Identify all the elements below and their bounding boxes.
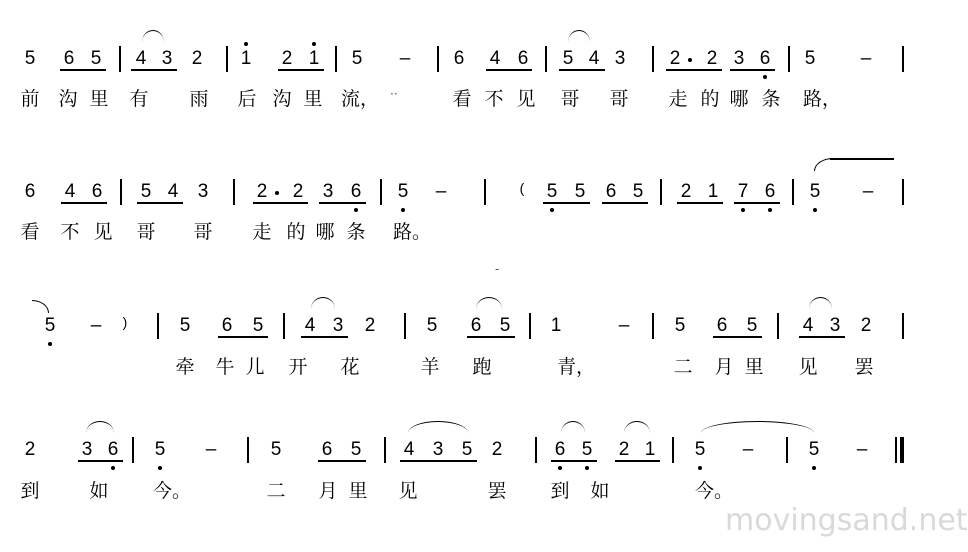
note: 7 <box>737 181 749 202</box>
underline <box>559 69 605 71</box>
underline <box>318 460 366 462</box>
bar-line <box>902 313 904 339</box>
underline <box>543 202 590 204</box>
note: 4 <box>489 48 501 69</box>
underline <box>551 460 597 462</box>
underline <box>278 69 324 71</box>
lyric: 路， <box>803 88 842 110</box>
note: 6 <box>350 181 362 202</box>
note: 2 <box>256 181 268 202</box>
low-dot <box>741 208 745 212</box>
slur <box>408 421 468 433</box>
bar-line <box>660 179 662 205</box>
bar-line <box>788 46 790 72</box>
dash: – <box>205 439 217 460</box>
note: 5 <box>461 439 473 460</box>
lyric: 儿 <box>245 356 265 378</box>
low-dot <box>550 208 554 212</box>
note: 5 <box>397 181 409 202</box>
underline <box>713 336 762 338</box>
lyric: 条 <box>346 221 366 243</box>
lyric: 有 <box>129 88 149 110</box>
lyric: 前 <box>20 88 40 110</box>
note: 6 <box>107 439 119 460</box>
note: 5 <box>44 315 56 336</box>
underline <box>615 460 660 462</box>
note: 6 <box>24 181 36 202</box>
lyric: 罢 <box>854 356 874 378</box>
underline <box>730 69 775 71</box>
slur <box>568 30 590 42</box>
low-dot <box>354 208 358 212</box>
note: 1 <box>707 181 719 202</box>
stray-mark: - <box>495 262 500 276</box>
note: 2 <box>191 48 203 69</box>
lyric: 到 <box>20 480 40 502</box>
tie-curve <box>814 158 833 171</box>
bar-line <box>902 46 904 72</box>
note: 3 <box>161 48 173 69</box>
note: 2 <box>680 181 692 202</box>
dash: – <box>435 181 447 202</box>
tie <box>701 421 814 433</box>
bar-line <box>226 46 228 72</box>
note: 6 <box>91 181 103 202</box>
high-dot <box>312 42 316 46</box>
underline <box>137 202 183 204</box>
lyric: 跑 <box>472 356 492 378</box>
note: 5 <box>562 48 574 69</box>
bar-line <box>119 46 121 72</box>
note: 1 <box>550 315 562 336</box>
note: 4 <box>403 439 415 460</box>
note: 2 <box>364 315 376 336</box>
lyric: 今。 <box>153 480 192 502</box>
lyric: 羊 <box>420 356 440 378</box>
note: 2 <box>281 48 293 69</box>
tie-curve <box>32 300 49 313</box>
underline <box>799 336 845 338</box>
note: 5 <box>426 315 438 336</box>
note: 5 <box>581 439 593 460</box>
note: 5 <box>499 315 511 336</box>
note: 6 <box>605 181 617 202</box>
note: 2 <box>292 181 304 202</box>
note: 3 <box>332 315 344 336</box>
note: 2 <box>24 439 36 460</box>
lyric: 走 <box>668 88 688 110</box>
slur <box>624 421 650 433</box>
low-dot <box>768 208 772 212</box>
lyric: 走 <box>252 221 272 243</box>
bar-line <box>233 179 235 205</box>
lyric: 里 <box>744 356 764 378</box>
bar-line <box>380 179 382 205</box>
underline <box>78 460 123 462</box>
bar-line <box>895 437 897 463</box>
lyric: 青， <box>557 356 596 378</box>
underline <box>131 69 177 71</box>
lyric: 二 <box>673 356 693 378</box>
note: 1 <box>644 439 656 460</box>
lyric: 路。 <box>393 221 432 243</box>
bar-line <box>157 313 159 339</box>
lyric: 见 <box>516 88 536 110</box>
stray-mark: ·· <box>390 87 398 101</box>
note: 4 <box>304 315 316 336</box>
note: 5 <box>350 439 362 460</box>
low-dot <box>812 466 816 470</box>
low-dot <box>698 466 702 470</box>
low-dot <box>48 342 52 346</box>
note: 6 <box>63 48 75 69</box>
note: 2 <box>860 315 872 336</box>
bar-line <box>652 313 654 339</box>
bar-line <box>335 46 337 72</box>
bar-line <box>902 179 904 205</box>
lyric: 哥 <box>193 221 213 243</box>
lyric: 不 <box>484 88 504 110</box>
bar-line <box>786 437 788 463</box>
note: 5 <box>270 439 282 460</box>
note: 6 <box>716 315 728 336</box>
tie-line <box>830 158 894 160</box>
underline <box>218 336 268 338</box>
lyric: 月 <box>714 356 734 378</box>
dash: – <box>742 439 754 460</box>
lyric: 里 <box>89 88 109 110</box>
note: 1 <box>308 48 320 69</box>
lyric: 的 <box>286 221 306 243</box>
note: 6 <box>764 181 776 202</box>
lyric: 哥 <box>136 221 156 243</box>
high-dot <box>244 42 248 46</box>
slur <box>86 421 114 433</box>
underline <box>602 202 648 204</box>
note: 5 <box>632 181 644 202</box>
note: 5 <box>808 439 820 460</box>
note: 3 <box>733 48 745 69</box>
bar-line <box>529 313 531 339</box>
bar-line <box>672 437 674 463</box>
lyric: 流， <box>341 88 380 110</box>
close-paren: ) <box>122 314 128 330</box>
lyric: 沟 <box>272 88 292 110</box>
open-paren: ( <box>519 180 525 196</box>
extend-dot <box>275 191 279 195</box>
note: 4 <box>135 48 147 69</box>
note: 2 <box>491 439 503 460</box>
lyric: 哪 <box>315 221 335 243</box>
underline <box>486 69 532 71</box>
note: 5 <box>154 439 166 460</box>
lyric: 花 <box>340 356 360 378</box>
lyric: 沟 <box>58 88 78 110</box>
note: 5 <box>809 181 821 202</box>
lyric: 见 <box>93 221 113 243</box>
dash: – <box>399 48 411 69</box>
bar-line <box>792 179 794 205</box>
underline <box>60 69 106 71</box>
note: 5 <box>746 315 758 336</box>
note: 4 <box>802 315 814 336</box>
slur <box>561 421 585 433</box>
note: 4 <box>588 48 600 69</box>
note: 4 <box>64 181 76 202</box>
lyric: 如 <box>89 480 109 502</box>
lyric: 里 <box>303 88 323 110</box>
lyric: 看 <box>452 88 472 110</box>
lyric: 牛 <box>215 356 235 378</box>
slur <box>311 297 335 309</box>
dash: – <box>90 315 102 336</box>
slur <box>476 297 502 309</box>
note: 5 <box>674 315 686 336</box>
lyric: 如 <box>590 480 610 502</box>
note: 1 <box>240 48 252 69</box>
note: 3 <box>197 181 209 202</box>
low-dot <box>763 75 767 79</box>
note: 2 <box>706 48 718 69</box>
low-dot <box>111 466 115 470</box>
final-bar-line <box>900 437 904 463</box>
lyric: 哪 <box>729 88 749 110</box>
note: 6 <box>470 315 482 336</box>
lyric: 的 <box>700 88 720 110</box>
bar-line <box>545 46 547 72</box>
lyric: 牵 <box>175 356 195 378</box>
note: 2 <box>618 439 630 460</box>
lyric: 罢 <box>487 480 507 502</box>
dash: – <box>860 48 872 69</box>
note: 5 <box>574 181 586 202</box>
underline <box>301 336 348 338</box>
lyric: 哥 <box>609 88 629 110</box>
note: 6 <box>517 48 529 69</box>
note: 5 <box>90 48 102 69</box>
bar-line <box>652 46 654 72</box>
underline <box>319 202 366 204</box>
dash: – <box>618 315 630 336</box>
lyric: 见 <box>798 356 818 378</box>
underline <box>467 336 515 338</box>
lyric: 不 <box>60 221 80 243</box>
note: 5 <box>24 48 36 69</box>
note: 6 <box>759 48 771 69</box>
low-dot <box>558 466 562 470</box>
extend-dot <box>688 58 692 62</box>
note: 5 <box>140 181 152 202</box>
bar-line <box>283 313 285 339</box>
note: 6 <box>554 439 566 460</box>
bar-line <box>777 313 779 339</box>
low-dot <box>158 466 162 470</box>
bar-line <box>120 179 122 205</box>
lyric: 雨 <box>189 88 209 110</box>
note: 4 <box>167 181 179 202</box>
note: 3 <box>432 439 444 460</box>
note: 5 <box>351 48 363 69</box>
note: 5 <box>252 315 264 336</box>
underline <box>61 202 107 204</box>
lyric: 今。 <box>695 480 734 502</box>
underline <box>666 69 722 71</box>
bar-line <box>132 437 134 463</box>
bar-line <box>247 437 249 463</box>
note: 6 <box>453 48 465 69</box>
lyric: 月 <box>318 480 338 502</box>
note: 6 <box>221 315 233 336</box>
underline <box>677 202 723 204</box>
lyric: 到 <box>550 480 570 502</box>
bar-line <box>484 179 486 205</box>
slur <box>809 297 832 309</box>
low-dot <box>813 208 817 212</box>
dash: – <box>856 439 868 460</box>
note: 5 <box>694 439 706 460</box>
bar-line <box>404 313 406 339</box>
note: 5 <box>804 48 816 69</box>
note: 6 <box>321 439 333 460</box>
underline <box>734 202 780 204</box>
note: 2 <box>669 48 681 69</box>
low-dot <box>585 466 589 470</box>
lyric: 开 <box>288 356 308 378</box>
dash: – <box>862 181 874 202</box>
low-dot <box>401 208 405 212</box>
note: 5 <box>546 181 558 202</box>
bar-line <box>384 437 386 463</box>
lyric: 条 <box>761 88 781 110</box>
watermark: movingsand.net <box>725 503 968 538</box>
note: 3 <box>829 315 841 336</box>
underline <box>400 460 477 462</box>
lyric: 二 <box>266 480 286 502</box>
note: 5 <box>179 315 191 336</box>
lyric: 看 <box>20 221 40 243</box>
underline <box>253 202 308 204</box>
note: 3 <box>322 181 334 202</box>
bar-line <box>437 46 439 72</box>
lyric: 里 <box>348 480 368 502</box>
note: 3 <box>614 48 626 69</box>
slur <box>142 30 164 42</box>
lyric: 哥 <box>560 88 580 110</box>
note: 3 <box>81 439 93 460</box>
lyric: 后 <box>237 88 257 110</box>
bar-line <box>535 437 537 463</box>
lyric: 见 <box>398 480 418 502</box>
